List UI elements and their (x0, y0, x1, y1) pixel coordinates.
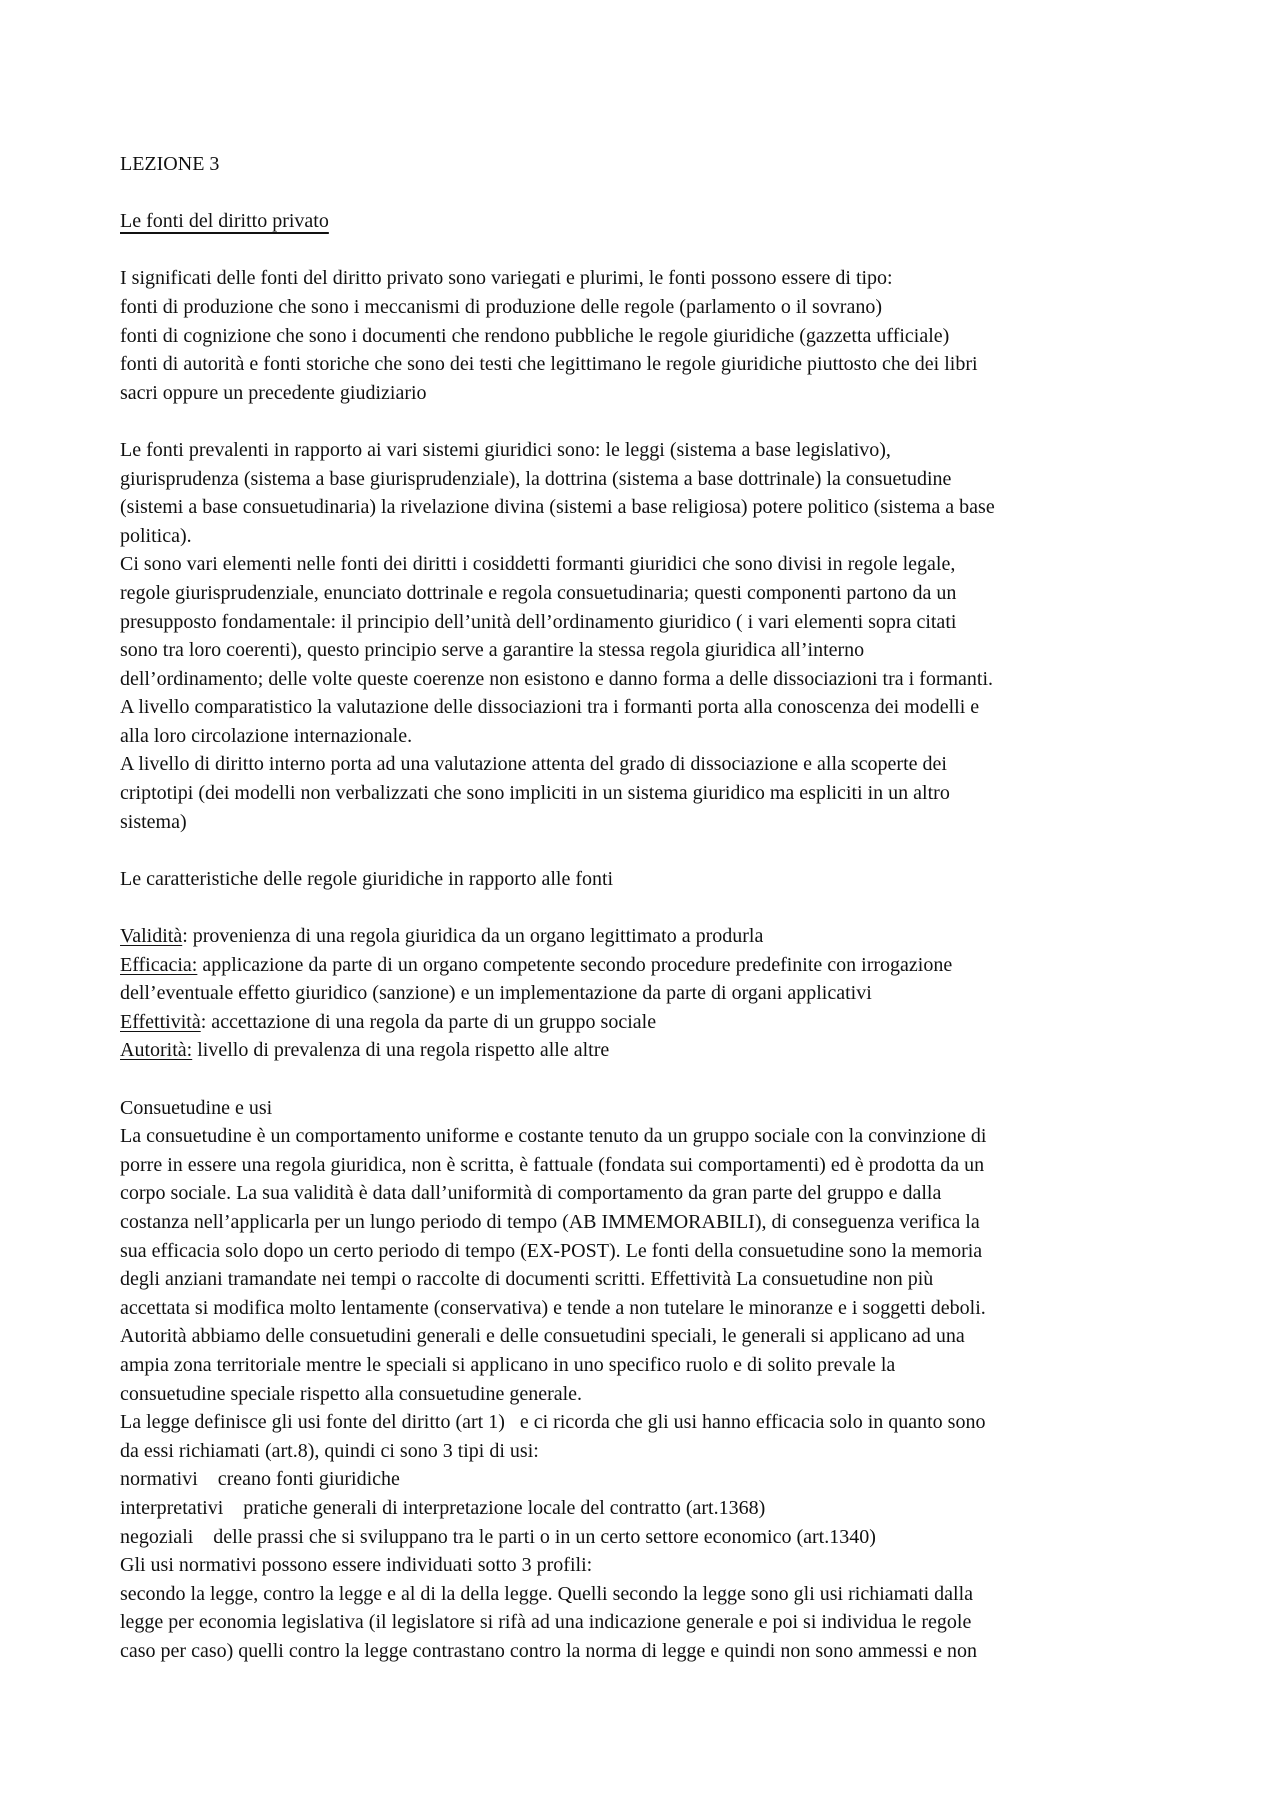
text-line: legge per economia legislativa (il legislatore si rifà ad una indicazione generale e poi si individua le regole (120, 1611, 972, 1634)
text-line: sacri oppure un precedente giudiziario (120, 381, 427, 404)
text-line: degli anziani tramandate nei tempi o raccolte di documenti scritti. Effettività La consuetudine non più (120, 1268, 934, 1291)
consuetudine-heading: Consuetudine e usi (120, 1096, 273, 1119)
caratteristiche-heading: Le caratteristiche delle regole giuridiche in rapporto alle fonti (120, 867, 614, 890)
definition-term: Autorità: (120, 1039, 193, 1062)
definition-text: applicazione da parte di un organo competente secondo procedure predefinite con irrogazione (197, 953, 953, 976)
text-line: caso per caso) quelli contro la legge contrastano contro la norma di legge e quindi non sono ammessi e non (120, 1639, 977, 1662)
text-line: politica). (120, 524, 192, 547)
text-line: costanza nell’applicarla per un lungo periodo di tempo (AB IMMEMORABILI), di conseguenza verifica la (120, 1210, 980, 1233)
text-line: Autorità abbiamo delle consuetudini generali e delle consuetudini speciali, le generali si applicano ad una (120, 1325, 965, 1348)
definitions-list (120, 922, 1170, 1065)
definition-text: livello di prevalenza di una regola rispetto alle altre (192, 1039, 610, 1062)
text-line: La legge definisce gli usi fonte del diritto (art 1) e ci ricorda che gli usi hanno efficacia solo in quanto sono (120, 1411, 986, 1434)
text-line: corpo sociale. La sua validità è data dall’uniformità di comportamento da gran parte del gruppo e dalla (120, 1182, 942, 1205)
text-line: alla loro circolazione internazionale. (120, 724, 413, 747)
text-line: fonti di cognizione che sono i documenti che rendono pubbliche le regole giuridiche (gazzetta ufficiale) (120, 324, 950, 347)
definition-term: Efficacia: (120, 953, 198, 976)
text-line: secondo la legge, contro la legge e al di la della legge. Quelli secondo la legge sono gli usi richiamati dalla (120, 1582, 974, 1605)
definition-text: dell’eventuale effetto giuridico (sanzione) e un implementazione da parte di organi applicativi (120, 982, 872, 1005)
text-line: giurisprudenza (sistema a base giurisprudenziale), la dottrina (sistema a base dottrinale) la consuetudine (120, 467, 952, 490)
text-line: porre in essere una regola giuridica, non è scritta, è fattuale (fondata sui comportamenti) ed è prodotta da un (120, 1153, 985, 1176)
document-title: Le fonti del diritto privato (120, 210, 329, 233)
definition-term: Validità (120, 925, 183, 948)
definition-effettivita (120, 1008, 1170, 1037)
text-line: presupposto fondamentale: il principio dell’unità dell’ordinamento giuridico ( i vari elementi sopra citati (120, 610, 957, 633)
text-line: fonti di autorità e fonti storiche che sono dei testi che legittimano le regole giuridiche piuttosto che dei libri (120, 353, 978, 376)
text-line: sono tra loro coerenti), questo principio serve a garantire la stessa regola giuridica all’interno (120, 639, 865, 662)
text-line: Le fonti prevalenti in rapporto ai vari sistemi giuridici sono: le leggi (sistema a base legislativo), (120, 438, 891, 461)
usi-interpretativi: interpretativi pratiche generali di interpretazione locale del contratto (art.1368) (120, 1496, 766, 1519)
document-page (120, 150, 1170, 1665)
text-line: criptotipi (dei modelli non verbalizzati che sono impliciti in un sistema giuridico ma espliciti in un altro (120, 782, 950, 805)
text-line: A livello di diritto interno porta ad una valutazione attenta del grado di dissociazione e alla scoperte dei (120, 753, 947, 776)
usi-negoziali: negoziali delle prassi che si sviluppano tra le parti o in un certo settore economico (art.1340) (120, 1525, 876, 1548)
intro-paragraph (120, 264, 1170, 407)
usi-normativi: normativi creano fonti giuridiche (120, 1468, 400, 1491)
text-line: La consuetudine è un comportamento uniforme e costante tenuto da un gruppo sociale con la convinzione di (120, 1125, 987, 1148)
definition-efficacia-cont (120, 979, 1170, 1008)
definition-efficacia (120, 951, 1170, 980)
definition-autorita (120, 1036, 1170, 1065)
lesson-heading: LEZIONE 3 (120, 153, 220, 175)
text-line: I significati delle fonti del diritto privato sono variegati e plurimi, le fonti possono essere di tipo: (120, 267, 893, 290)
text-line: consuetudine speciale rispetto alla consuetudine generale. (120, 1382, 583, 1405)
text-line: sua efficacia solo dopo un certo periodo di tempo (EX-POST). Le fonti della consuetudine sono la memoria (120, 1239, 983, 1262)
text-line: da essi richiamati (art.8), quindi ci sono 3 tipi di usi: (120, 1439, 539, 1462)
text-line: ampia zona territoriale mentre le speciali si applicano in uno specifico ruolo e di solito prevale la (120, 1353, 896, 1376)
definition-term: Effettività (120, 1010, 201, 1033)
text-line: accettata si modifica molto lentamente (conservativa) e tende a non tutelare le minoranze e i soggetti deboli. (120, 1296, 986, 1319)
text-line: dell’ordinamento; delle volte queste coerenze non esistono e danno forma a delle dissociazioni tra i formanti. (120, 667, 994, 690)
text-line: (sistemi a base consuetudinaria) la rivelazione divina (sistemi a base religiosa) potere politico (sistema a base (120, 496, 995, 519)
definition-text: : accettazione di una regola da parte di un gruppo sociale (200, 1010, 657, 1033)
text-line: fonti di produzione che sono i meccanismi di produzione delle regole (parlamento o il sovrano) (120, 295, 882, 318)
text-line: Gli usi normativi possono essere individuati sotto 3 profili: (120, 1554, 593, 1577)
definition-text: : provenienza di una regola giuridica da un organo legittimato a produrla (182, 925, 764, 948)
text-line: Ci sono vari elementi nelle fonti dei diritti i cosiddetti formanti giuridici che sono divisi in regole legale, (120, 553, 956, 576)
prevalenti-paragraph (120, 436, 1170, 836)
definition-validita (120, 922, 1170, 951)
text-line: A livello comparatistico la valutazione delle dissociazioni tra i formanti porta alla conoscenza dei modelli e (120, 696, 980, 719)
consuetudine-paragraph (120, 1122, 1170, 1665)
text-line: sistema) (120, 810, 187, 833)
text-line: regole giurisprudenziale, enunciato dottrinale e regola consuetudinaria; questi componenti partono da un (120, 581, 957, 604)
